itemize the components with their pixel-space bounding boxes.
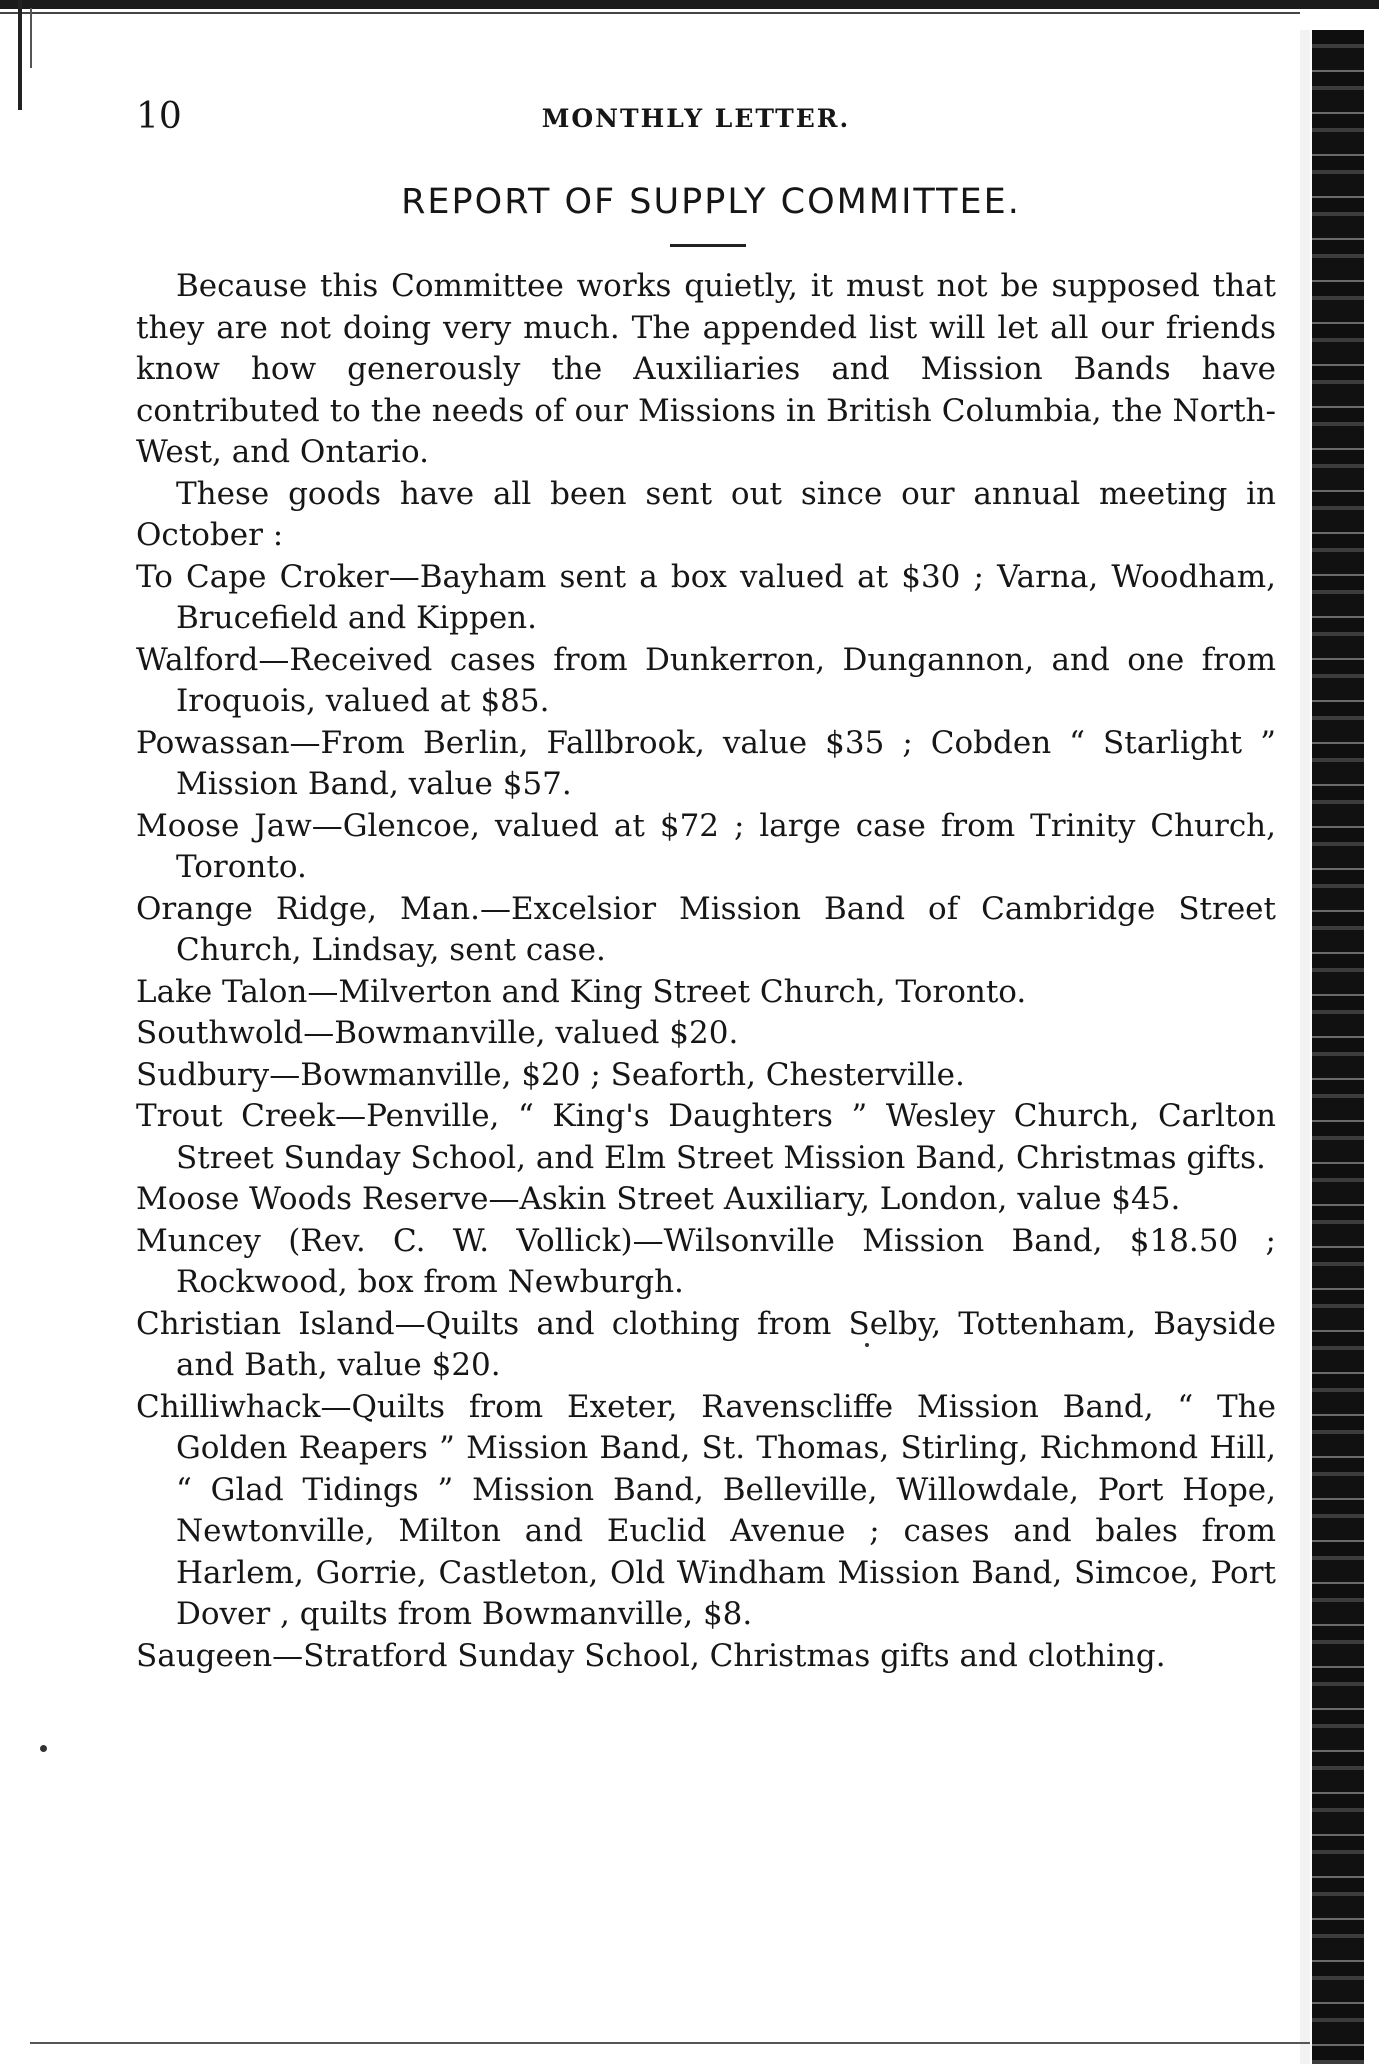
supply-entry: Walford—Received cases from Dunkerron, Dungannon, and one from Iroquois, valued at $85.	[136, 641, 1276, 719]
supply-entry: Orange Ridge, Man.—Excelsior Mission Band of Cambridge Street Church, Lindsay, sent case.	[136, 890, 1276, 968]
page-edge-top	[0, 0, 1379, 9]
supply-entry: Moose Woods Reserve—Askin Street Auxiliary, London, value $45.	[136, 1181, 1181, 1217]
binding-gutter	[1300, 30, 1310, 2064]
page-edge-left-line	[30, 8, 32, 68]
supply-entry: Muncey (Rev. C. W. Vollick)—Wilsonville Mission Band, $18.50 ; Rockwood, box from Newburgh.	[136, 1222, 1276, 1300]
page-edge-left	[18, 0, 22, 110]
supply-entry: Sudbury—Bowmanville, $20 ; Seaforth, Chesterville.	[136, 1056, 965, 1093]
supply-entry: Saugeen—Stratford Sunday School, Christmas gifts and clothing.	[136, 1637, 1166, 1674]
report-body	[136, 266, 1276, 1677]
supply-entry: Powassan—From Berlin, Fallbrook, value $35 ; Cobden “ Starlight ” Mission Band, value $57.	[136, 724, 1276, 802]
supply-entry: Trout Creek—Penville, “ King's Daughters ” Wesley Church, Carlton Street Sunday School, and Elm Street Mission Band, Christmas gifts.	[136, 1098, 1276, 1176]
intro-paragraph: Because this Committee works quietly, it must not be supposed that they are not doing very much. The appended list will let all our friends know how generously the Auxiliaries and Mission Bands have contributed to the needs of our Missions in British Columbia, the North-West, and Ontario.	[136, 268, 1276, 470]
supply-entry: Moose Jaw—Glencoe, valued at $72 ; large case from Trinity Church, Toronto.	[136, 807, 1276, 885]
supply-entry: Southwold—Bowmanville, valued $20.	[136, 1015, 739, 1051]
page-number: 10	[136, 96, 182, 137]
ink-speck	[40, 1745, 47, 1752]
page-header	[136, 96, 1286, 140]
supply-entry: To Cape Croker—Bayham sent a box valued at $30 ; Varna, Woodham, Brucefield and Kippen.	[136, 558, 1276, 636]
title-rule	[670, 244, 746, 247]
supply-entry: Lake Talon—Milverton and King Street Church, Toronto.	[136, 973, 1027, 1010]
intro-paragraph: These goods have all been sent out since our annual meeting in October :	[136, 475, 1276, 553]
supply-entry: Christian Island—Quilts and clothing from Selby, Tottenham, Bayside and Bath, value $20.	[136, 1305, 1276, 1383]
binding-spine	[1312, 30, 1364, 2064]
supply-entry: Chilliwhack—Quilts from Exeter, Ravenscliffe Mission Band, “ The Golden Reapers ” Mission Band, St. Thomas, Stirling, Richmond Hill, “ Glad Tidings ” Mission Band, Belleville, Willowdale, Port Hope, Newtonville, Milton and Euclid Avenue ; cases and bales from Harlem, Gorrie, Castleton, Old Windham Mission Band, Simcoe, Port Dover , quilts from Bowmanville, $8.	[136, 1388, 1276, 1632]
page-edge-line	[0, 12, 1300, 14]
page-edge-bottom	[30, 2042, 1310, 2044]
section-title: REPORT OF SUPPLY COMMITTEE.	[401, 182, 1021, 222]
running-head: MONTHLY LETTER.	[541, 104, 851, 133]
